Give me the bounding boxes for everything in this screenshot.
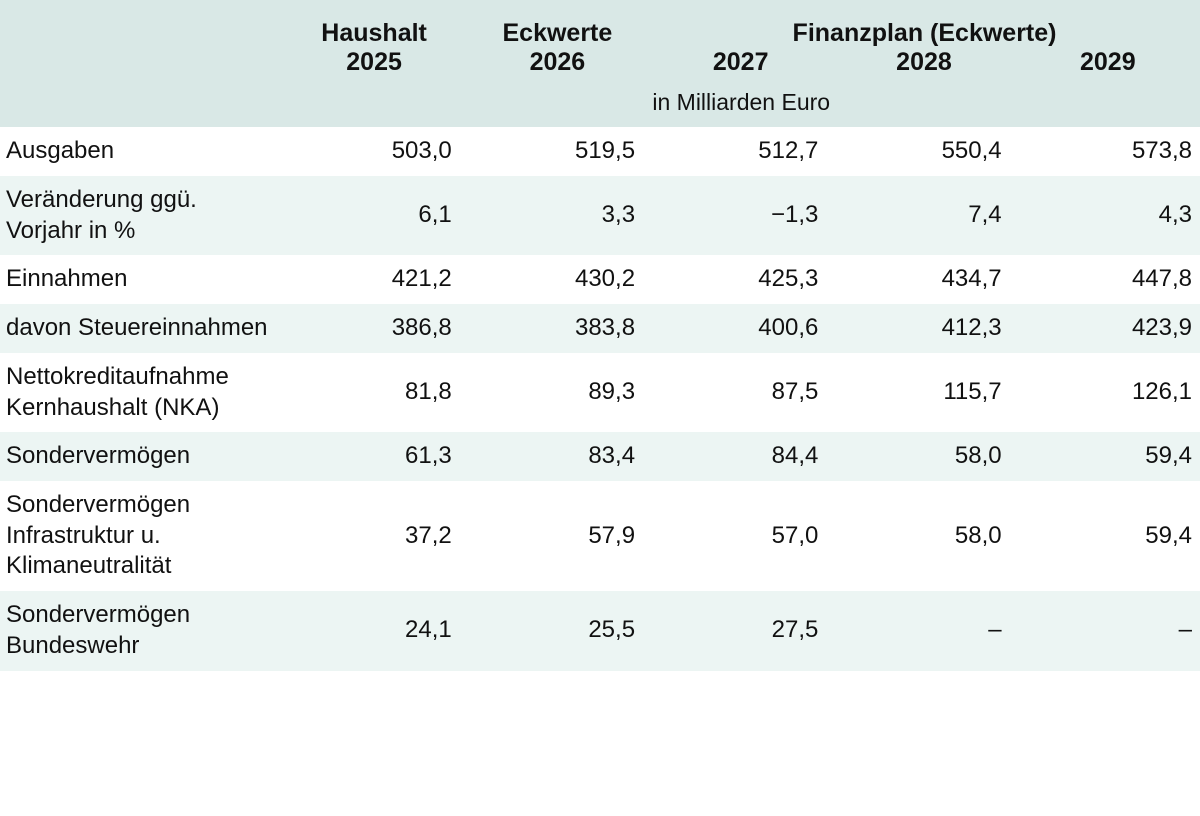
cell-einnahmen-2025: 421,2 xyxy=(282,255,465,304)
header-group-haushalt: Haushalt xyxy=(282,0,465,48)
cell-veraenderung-2025: 6,1 xyxy=(282,176,465,255)
header-unit-label: in Milliarden Euro xyxy=(282,87,1200,127)
table-row xyxy=(0,127,1200,176)
row-label-sondervermoegen: Sondervermögen xyxy=(0,432,282,481)
header-year-2028: 2028 xyxy=(832,48,1015,87)
cell-infrastruktur-2027: 57,0 xyxy=(649,481,832,591)
header-corner-cell xyxy=(0,0,282,48)
table-row xyxy=(0,432,1200,481)
table-header xyxy=(0,0,1200,127)
cell-sondervermoegen-2025: 61,3 xyxy=(282,432,465,481)
table-row xyxy=(0,176,1200,255)
table-row xyxy=(0,353,1200,432)
header-year-2029: 2029 xyxy=(1016,48,1200,87)
header-year-2026: 2026 xyxy=(466,48,649,87)
cell-bundeswehr-2027: 27,5 xyxy=(649,591,832,670)
cell-bundeswehr-2025: 24,1 xyxy=(282,591,465,670)
header-group-eckwerte: Eckwerte xyxy=(466,0,649,48)
header-year-corner-cell xyxy=(0,48,282,87)
cell-sondervermoegen-2028: 58,0 xyxy=(832,432,1015,481)
cell-infrastruktur-2025: 37,2 xyxy=(282,481,465,591)
cell-ausgaben-2028: 550,4 xyxy=(832,127,1015,176)
header-group-finanzplan: Finanzplan (Eckwerte) xyxy=(649,0,1200,48)
cell-ausgaben-2025: 503,0 xyxy=(282,127,465,176)
cell-ausgaben-2029: 573,8 xyxy=(1016,127,1200,176)
table-row xyxy=(0,481,1200,591)
header-unit-row xyxy=(0,87,1200,127)
cell-veraenderung-2026: 3,3 xyxy=(466,176,649,255)
header-group-row xyxy=(0,0,1200,48)
table-row xyxy=(0,304,1200,353)
cell-infrastruktur-2028: 58,0 xyxy=(832,481,1015,591)
table-row xyxy=(0,591,1200,670)
header-year-2027: 2027 xyxy=(649,48,832,87)
row-label-ausgaben: Ausgaben xyxy=(0,127,282,176)
cell-ausgaben-2027: 512,7 xyxy=(649,127,832,176)
cell-sondervermoegen-2026: 83,4 xyxy=(466,432,649,481)
cell-steuereinnahmen-2029: 423,9 xyxy=(1016,304,1200,353)
cell-nka-2028: 115,7 xyxy=(832,353,1015,432)
row-label-sondervermoegen-infrastruktur: Sondervermögen Infrastruktur u. Klimaneutralität xyxy=(0,481,282,591)
row-label-veraenderung: Veränderung ggü. Vorjahr in % xyxy=(0,176,282,255)
cell-nka-2026: 89,3 xyxy=(466,353,649,432)
cell-steuereinnahmen-2025: 386,8 xyxy=(282,304,465,353)
cell-ausgaben-2026: 519,5 xyxy=(466,127,649,176)
cell-nka-2025: 81,8 xyxy=(282,353,465,432)
cell-sondervermoegen-2029: 59,4 xyxy=(1016,432,1200,481)
row-label-steuereinnahmen: davon Steuereinnahmen xyxy=(0,304,282,353)
cell-bundeswehr-2029: – xyxy=(1016,591,1200,670)
cell-veraenderung-2027: −1,3 xyxy=(649,176,832,255)
cell-steuereinnahmen-2026: 383,8 xyxy=(466,304,649,353)
table-body xyxy=(0,127,1200,670)
cell-einnahmen-2029: 447,8 xyxy=(1016,255,1200,304)
cell-infrastruktur-2026: 57,9 xyxy=(466,481,649,591)
cell-einnahmen-2027: 425,3 xyxy=(649,255,832,304)
cell-steuereinnahmen-2028: 412,3 xyxy=(832,304,1015,353)
cell-einnahmen-2026: 430,2 xyxy=(466,255,649,304)
cell-sondervermoegen-2027: 84,4 xyxy=(649,432,832,481)
header-unit-corner-cell xyxy=(0,87,282,127)
cell-nka-2027: 87,5 xyxy=(649,353,832,432)
header-year-row xyxy=(0,48,1200,87)
cell-infrastruktur-2029: 59,4 xyxy=(1016,481,1200,591)
cell-bundeswehr-2028: – xyxy=(832,591,1015,670)
row-label-einnahmen: Einnahmen xyxy=(0,255,282,304)
row-label-sondervermoegen-bundeswehr: Sondervermögen Bundeswehr xyxy=(0,591,282,670)
cell-steuereinnahmen-2027: 400,6 xyxy=(649,304,832,353)
header-year-2025: 2025 xyxy=(282,48,465,87)
cell-einnahmen-2028: 434,7 xyxy=(832,255,1015,304)
row-label-nettokreditaufnahme: Nettokreditaufnahme Kernhaushalt (NKA) xyxy=(0,353,282,432)
cell-bundeswehr-2026: 25,5 xyxy=(466,591,649,670)
cell-nka-2029: 126,1 xyxy=(1016,353,1200,432)
cell-veraenderung-2029: 4,3 xyxy=(1016,176,1200,255)
table-row xyxy=(0,255,1200,304)
cell-veraenderung-2028: 7,4 xyxy=(832,176,1015,255)
